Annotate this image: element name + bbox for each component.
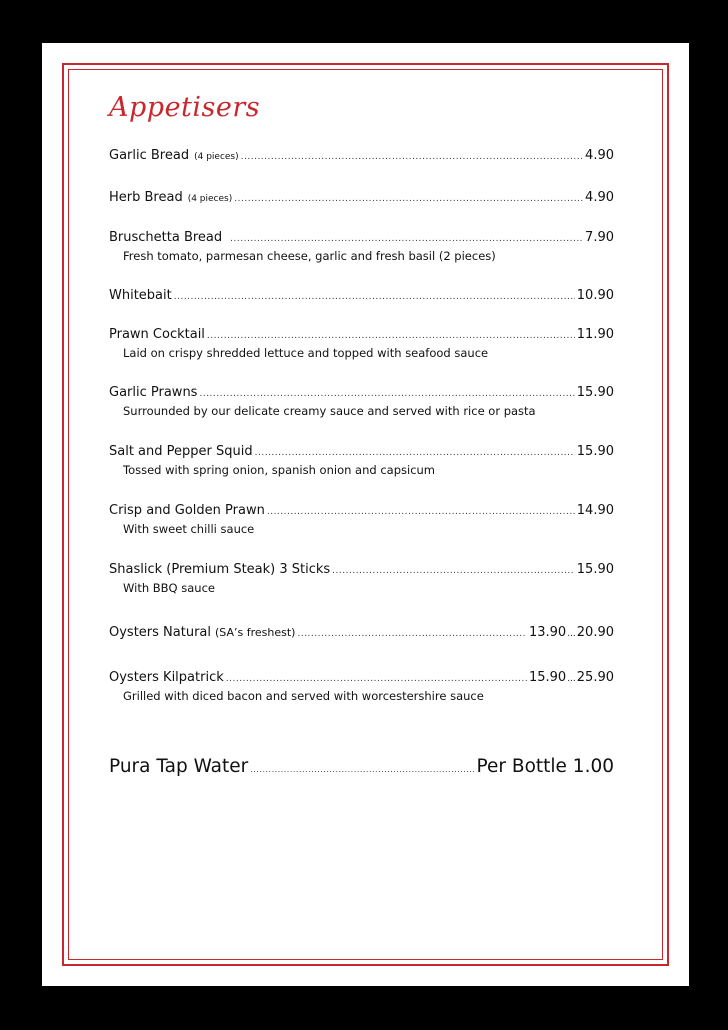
menu-item [109, 624, 614, 643]
menu-item [109, 189, 614, 208]
menu-item [109, 443, 614, 478]
item-description: Laid on crispy shredded lettuce and topped with seafood sauce [123, 346, 489, 360]
item-name: Shaslick (Premium Steak) 3 Sticks [109, 562, 331, 577]
item-name: Salt and Pepper Squid [109, 444, 253, 459]
item-price: 15.90 [576, 444, 614, 459]
dot-leader [255, 445, 575, 462]
item-price: 15.90 [576, 385, 614, 400]
menu-item [109, 669, 614, 704]
menu-item [109, 147, 614, 166]
item-price: 14.90 [576, 503, 614, 518]
menu-item [109, 561, 614, 596]
item-qualifier: (SA’s freshest) [215, 626, 296, 639]
item-name: Garlic Prawns [109, 385, 198, 400]
item-qualifier: (4 pieces) [187, 194, 233, 204]
item-price-large: 20.90 [576, 625, 614, 640]
item-name: Bruschetta Bread [109, 230, 223, 245]
menu-item [109, 502, 614, 537]
menu-item [109, 229, 614, 264]
item-price: 4.90 [585, 148, 614, 163]
menu-item [109, 384, 614, 419]
menu-item [109, 287, 614, 306]
item-description: Grilled with diced bacon and served with worcestershire sauce [123, 689, 484, 703]
dot-leader [332, 563, 575, 580]
price-separator: ... [567, 674, 576, 684]
water-name: Pura Tap Water [109, 756, 249, 777]
dot-leader [234, 191, 583, 208]
item-description: Fresh tomato, parmesan cheese, garlic and fresh basil (2 pieces) [123, 249, 496, 263]
item-description: Tossed with spring onion, spanish onion and capsicum [123, 463, 436, 477]
dot-leader [297, 626, 527, 643]
item-price-large: 25.90 [576, 670, 614, 685]
item-price: 10.90 [576, 288, 614, 303]
item-price: 13.90 [528, 625, 567, 640]
menu-item [109, 326, 614, 361]
item-price: 7.90 [585, 230, 614, 245]
item-name: Crisp and Golden Prawn [109, 503, 265, 518]
item-description: With sweet chilli sauce [123, 522, 255, 536]
water-item [109, 755, 614, 782]
item-name: Oysters Natural [109, 625, 211, 640]
section-title: Appetisers [109, 92, 261, 123]
dot-leader [207, 328, 575, 345]
item-price: 4.90 [585, 190, 614, 205]
dot-leader [241, 149, 583, 166]
dot-leader [226, 671, 527, 688]
item-price: 15.90 [576, 562, 614, 577]
item-name: Whitebait [109, 288, 172, 303]
item-price: 11.90 [576, 327, 614, 342]
dot-leader [267, 504, 575, 521]
dot-leader [174, 289, 575, 306]
item-qualifier: (4 pieces) [194, 152, 239, 162]
item-price: 15.90 [528, 670, 567, 685]
menu-page [42, 43, 689, 986]
item-name: Herb Bread [109, 190, 183, 205]
water-price: Per Bottle 1.00 [476, 756, 614, 777]
dot-leader [230, 231, 583, 248]
item-name: Oysters Kilpatrick [109, 670, 224, 685]
dot-leader [250, 758, 474, 782]
item-name: Garlic Bread [109, 148, 190, 163]
item-name: Prawn Cocktail [109, 327, 205, 342]
price-separator: ... [567, 629, 576, 639]
item-description: Surrounded by our delicate creamy sauce and served with rice or pasta [123, 404, 536, 418]
item-description: With BBQ sauce [123, 581, 215, 595]
dot-leader [199, 386, 574, 403]
